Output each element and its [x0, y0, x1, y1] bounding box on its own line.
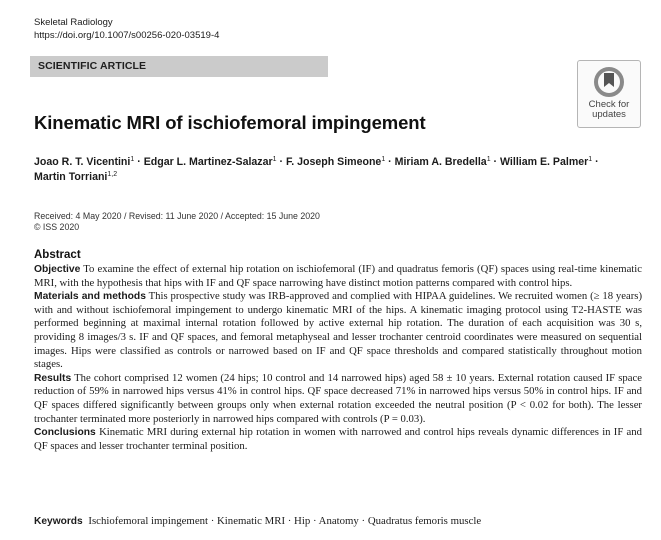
author-separator: · — [490, 156, 501, 168]
author-separator: · — [592, 156, 599, 168]
article-dates: Received: 4 May 2020 / Revised: 11 June 2020 / Accepted: 15 June 2020 — [34, 211, 320, 221]
abstract-section-text: Kinematic MRI during external hip rotation in women with narrowed and control hips reveals dynamic differences in IF and QF spaces and lesser trochanter terminal position. — [34, 426, 642, 452]
abstract-body — [34, 263, 642, 453]
author-separator: · — [276, 156, 286, 168]
section-label: SCIENTIFIC ARTICLE — [38, 60, 147, 72]
abstract-section-text: The cohort comprised 12 women (24 hips; 10 control and 14 narrowed hips) aged 58 ± 10 years. External rotation caused IF space reduction of 59% in narrowed hips versus 41% in control hips. QF space decreased 71% in narrowed hips versus 50% in control hips. IF and QF spaces differed significantly between groups only when external rotation exceeded the neutral position (P < 0.02 for both). The lesser trochanter terminated more posteriorly in narrowed hips compared with controls (P = 0.03). — [34, 371, 642, 425]
author-name[interactable]: Miriam A. Bredella — [394, 156, 487, 168]
abstract-results — [34, 372, 642, 426]
abstract-section-text: This prospective study was IRB-approved and complied with HIPAA guidelines. We recruited women (≥ 18 years) with and without ischiofemoral impingement to undergo kinematic MRI of the hips. A kinematic imaging protocol using T2-HASTE was performed beginning at maximal internal rotation followed by active external hip rotation. The duration of each acquisition was 30 s, providing 8 images/3 s. IF and QF spaces, and femoral metaphyseal and lesser trochanter centroid coordinates were measured on sequential images. Hips were classified as controls or narrowed based on IF and QF space thresholds and compared statistically throughout motion stages. — [34, 290, 643, 371]
author-affiliation: 1 — [130, 156, 135, 163]
keywords-label: Keywords — [34, 516, 83, 527]
doi-link[interactable]: https://doi.org/10.1007/s00256-020-03519-4 — [34, 30, 220, 41]
section-bar — [30, 56, 328, 77]
author-list — [34, 155, 644, 185]
abstract-section-label: Objective — [34, 264, 81, 275]
badge-text — [578, 100, 640, 120]
bookmark-circle-icon — [594, 67, 624, 97]
abstract-section-text: To examine the effect of external hip rotation on ischiofemoral (IF) and quadratus femoris (QF) spaces using real-time kinematic MRI, with the hypothesis that hips with IF and QF space narrowing have distinct motion patterns compared with control hips. — [34, 263, 642, 289]
author-separator: · — [385, 156, 395, 168]
abstract-methods — [34, 290, 642, 372]
author-separator: · — [134, 156, 144, 168]
author-name[interactable]: William E. Palmer — [500, 156, 589, 168]
author-affiliation: 1 — [486, 156, 491, 163]
copyright-line: © ISS 2020 — [34, 222, 80, 232]
author-affiliation: 1 — [272, 156, 277, 163]
author-name[interactable]: Martin Torriani — [34, 171, 108, 183]
author-name[interactable]: F. Joseph Simeone — [285, 156, 382, 168]
abstract-heading: Abstract — [34, 249, 81, 261]
abstract-conclusions — [34, 426, 642, 453]
author-name[interactable]: Edgar L. Martinez-Salazar — [143, 156, 273, 168]
author-affiliation: 1,2 — [107, 171, 118, 178]
article-title: Kinematic MRI of ischiofemoral impingement — [34, 112, 426, 133]
author-affiliation: 1 — [381, 156, 386, 163]
check-for-updates-badge[interactable] — [577, 60, 641, 128]
keywords-list: Ischiofemoral impingement · Kinematic MRI · Hip · Anatomy · Quadratus femoris muscle — [88, 515, 482, 527]
abstract-section-label: Results — [34, 372, 72, 384]
keywords-line — [34, 515, 481, 527]
abstract-section-label: Conclusions — [34, 427, 96, 439]
author-name[interactable]: Joao R. T. Vicentini — [34, 156, 131, 168]
badge-line-1: Check for — [588, 99, 630, 110]
author-affiliation: 1 — [588, 156, 593, 163]
journal-name: Skeletal Radiology — [34, 17, 113, 28]
abstract-objective — [34, 263, 642, 290]
badge-line-2: updates — [592, 109, 626, 120]
abstract-section-label: Materials and methods — [34, 291, 146, 303]
